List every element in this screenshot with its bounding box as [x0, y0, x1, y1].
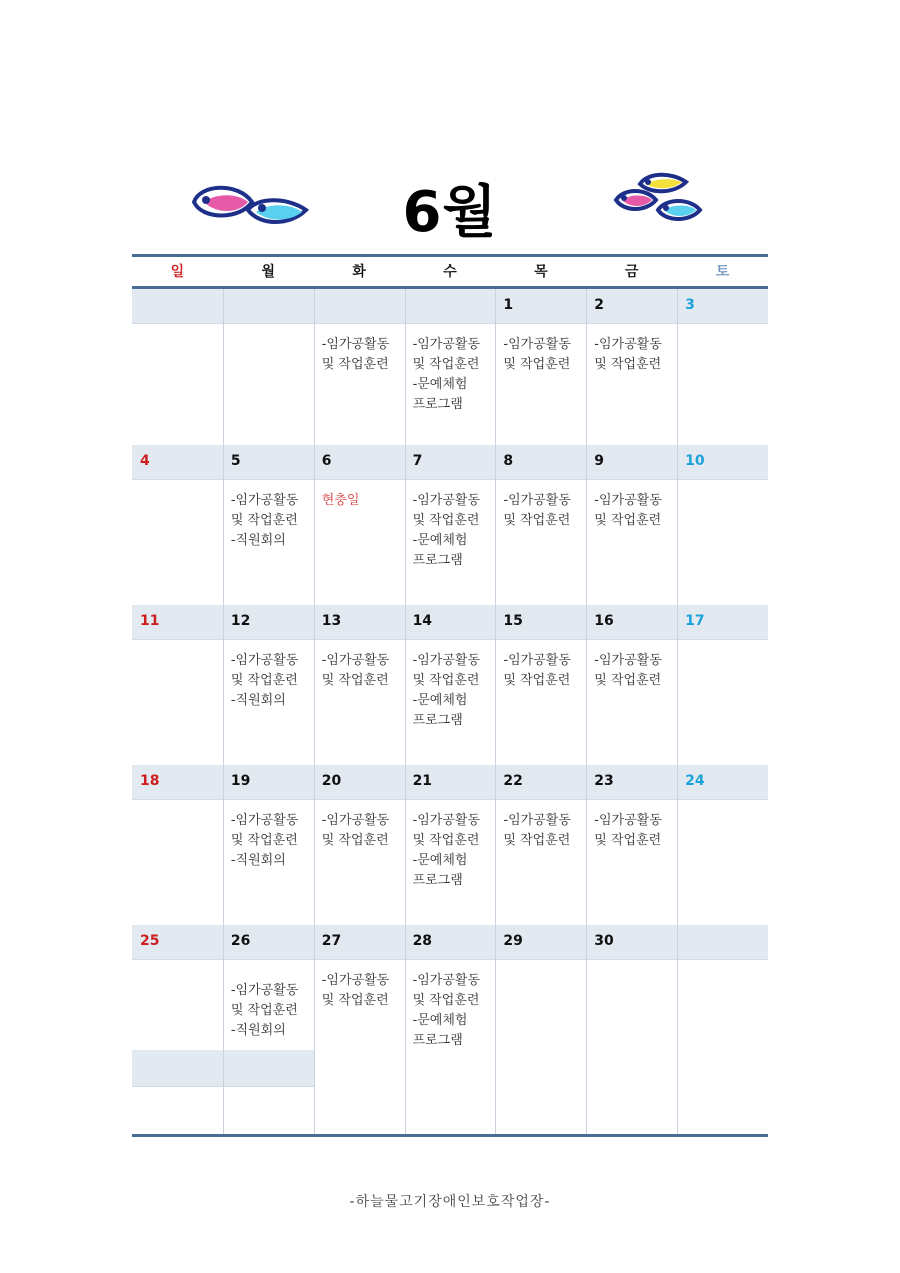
- day-number: 5: [230, 453, 241, 469]
- week-date-band: [132, 605, 768, 639]
- day-number: 21: [412, 773, 433, 789]
- day-number: 26: [230, 933, 251, 949]
- event-text: -임가공활동 및 작업훈련: [321, 653, 390, 688]
- day-number: 25: [140, 933, 160, 949]
- day-number: 20: [321, 773, 342, 789]
- event-text: -임가공활동 및 작업훈련: [503, 493, 571, 528]
- day-number: 2: [594, 297, 605, 313]
- week-date-band: [132, 765, 768, 799]
- weekday-label: 목: [534, 264, 548, 280]
- week-separator: [132, 323, 768, 324]
- day-number: 14: [412, 613, 433, 629]
- calendar: [132, 254, 768, 1137]
- day-number: 27: [321, 933, 342, 949]
- column-divider: [223, 289, 224, 1134]
- week-separator: [132, 959, 768, 960]
- day-number: 11: [140, 613, 160, 629]
- day-number: 1: [503, 297, 514, 313]
- day-number: 30: [594, 933, 614, 949]
- fish-right-icon: [612, 170, 704, 228]
- column-divider: [405, 289, 406, 1134]
- event-text: -임가공활동 및 작업훈련: [503, 813, 571, 848]
- event-text: -임가공활동 및 작업훈련 -문예체험 프로그램: [412, 493, 481, 568]
- day-number: 18: [140, 773, 160, 789]
- day-number: 15: [503, 613, 523, 629]
- day-number: 19: [230, 773, 251, 789]
- column-divider: [586, 289, 587, 1134]
- event-text: -임가공활동 및 작업훈련: [321, 337, 390, 372]
- day-number: 3: [685, 297, 695, 313]
- week-date-band: [132, 445, 768, 479]
- event-text: -임가공활동 및 작업훈련 -직원회의: [230, 983, 299, 1038]
- day-number: 8: [503, 453, 514, 469]
- holiday-label: 현충일: [321, 493, 360, 508]
- day-number: 23: [594, 773, 614, 789]
- event-text: -임가공활동 및 작업훈련 -직원회의: [230, 493, 299, 548]
- event-text: -임가공활동 및 작업훈련: [321, 973, 390, 1008]
- day-number: 16: [594, 613, 614, 629]
- column-divider: [677, 289, 678, 1134]
- day-number: 4: [140, 453, 150, 469]
- day-number: 7: [412, 453, 423, 469]
- week-separator: [132, 479, 768, 480]
- page-title: 6월: [402, 180, 498, 245]
- day-number: 22: [503, 773, 523, 789]
- event-text: -임가공활동 및 작업훈련 -문예체험 프로그램: [412, 337, 481, 412]
- column-divider: [314, 289, 315, 1134]
- day-number: 17: [685, 613, 705, 629]
- fish-left-icon: [190, 180, 310, 230]
- weekday-label: 화: [352, 264, 366, 280]
- event-text: -임가공활동 및 작업훈련: [594, 653, 662, 688]
- event-text: -임가공활동 및 작업훈련 -문예체험 프로그램: [412, 813, 481, 888]
- column-divider: [495, 289, 496, 1134]
- weekday-label: 월: [261, 264, 276, 280]
- day-number: 24: [685, 773, 705, 789]
- event-text: -임가공활동 및 작업훈련: [503, 653, 571, 688]
- day-number: 6: [321, 453, 332, 469]
- week-date-band: [132, 289, 768, 323]
- day-number: 29: [503, 933, 523, 949]
- day-number: 13: [321, 613, 342, 629]
- event-text: -임가공활동 및 작업훈련 -직원회의: [230, 653, 299, 708]
- day-number: 10: [685, 453, 705, 469]
- weekday-label: 일: [170, 264, 185, 280]
- event-text: -임가공활동 및 작업훈련: [594, 337, 662, 372]
- event-text: -임가공활동 및 작업훈련: [503, 337, 571, 372]
- weekday-header: [132, 257, 768, 287]
- calendar-bottom-border: [132, 1134, 768, 1137]
- footer-organization: -하늘물고기장애인보호작업장-: [349, 1194, 551, 1210]
- week-separator: [132, 799, 768, 800]
- event-text: -임가공활동 및 작업훈련: [594, 813, 662, 848]
- event-text: -임가공활동 및 작업훈련 -직원회의: [230, 813, 299, 868]
- weekday-label: 토: [715, 264, 730, 280]
- week-separator: [132, 639, 768, 640]
- day-number: 12: [230, 613, 251, 629]
- weekday-label: 수: [443, 264, 457, 280]
- event-text: -임가공활동 및 작업훈련: [321, 813, 390, 848]
- event-text: -임가공활동 및 작업훈련 -문예체험 프로그램: [412, 973, 481, 1048]
- event-text: -임가공활동 및 작업훈련: [594, 493, 662, 528]
- day-number: 28: [412, 933, 433, 949]
- weekday-label: 금: [624, 264, 639, 280]
- week-date-band: [132, 925, 768, 959]
- day-number: 9: [594, 453, 605, 469]
- event-text: -임가공활동 및 작업훈련 -문예체험 프로그램: [412, 653, 481, 728]
